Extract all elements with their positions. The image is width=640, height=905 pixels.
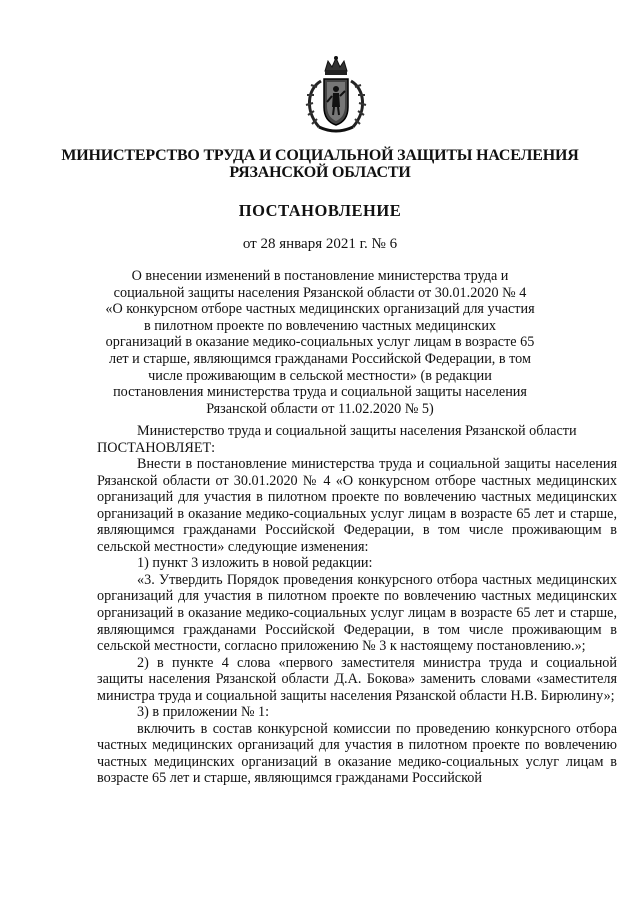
ministry-title xyxy=(0,147,640,181)
body-paragraph-item-1-text: «3. Утвердить Порядок проведения конкурсного отбора частных медицинских организаций для участия в пилотном проекте по вовлечению частных медицинских организаций в оказание медико-социальных услуг лицам в возрасте 65 лет и старше, являющимся гражданами Российской Федерации, в том числе проживающим в сельской местности, согласно приложению № 3 к настоящему постановлению.»; xyxy=(97,571,617,655)
preamble-text: Министерство труда и социальной защиты населения Рязанской области xyxy=(137,423,577,439)
document-type: ПОСТАНОВЛЕНИЕ xyxy=(238,201,402,220)
body-paragraph-amend-intro: Внести в постановление министерства труда и социальной защиты населения Рязанской области от 30.01.2020 № 4 «О конкурсном отборе частных медицинских организаций для участия в пилотном проекте по вовлечению частных медицинских организаций в оказание медико-социальных услуг лицам в возрасте 65 лет и старше, являющимся гражданами Российской Федерации, в том числе проживающим в сельской местности» следующие изменения: xyxy=(97,456,617,555)
body-paragraph-item-3: 3) в приложении № 1: xyxy=(137,704,270,721)
body-paragraph-item-2: 2) в пункте 4 слова «первого заместителя министра труда и социальной защиты населения Рязанской области Д.А. Бокова» заменить словами «заместителя министра труда и социальной защиты населения Рязанской области Н.В. Бирюлину»; xyxy=(97,654,617,704)
body-paragraph-item-1: 1) пункт 3 изложить в новой редакции: xyxy=(137,555,373,572)
document-body xyxy=(97,423,617,787)
ministry-title-line1: МИНИСТЕРСТВО ТРУДА И СОЦИАЛЬНОЙ ЗАЩИТЫ НАСЕЛЕНИЯ xyxy=(61,147,579,164)
document-date-number: от 28 января 2021 г. № 6 xyxy=(242,236,398,252)
body-paragraph-preamble xyxy=(97,423,617,440)
coat-of-arms-icon xyxy=(299,55,373,135)
document-subject: О внесении изменений в постановление министерства труда и социальной защиты населения Рязанской области от 30.01.2020 № 4 «О конкурсном отборе частных медицинских организаций для участия в пилотном проекте по вовлечению частных медицинских организаций в оказание медико-социальных услуг лицам в возрасте 65 лет и старше, являющимся гражданами Российской Федерации, в том числе проживающим в сельской местности» (в редакции постановления министерства труда и социальной защиты населения Рязанской области от 11.02.2020 № 5) xyxy=(105,268,535,417)
body-paragraph-item-3-text: включить в состав конкурсной комиссии по проведению конкурсного отбора частных медицинских организаций для участия в пилотном проекте по вовлечению частных медицинских организаций в оказание медико-социальных услуг лицам в возрасте 65 лет и старше, являющимся гражданами Российской xyxy=(97,720,617,787)
ministry-title-line2: РЯЗАНСКОЙ ОБЛАСТИ xyxy=(229,164,411,181)
body-paragraph-resolves: ПОСТАНОВЛЯЕТ: xyxy=(97,439,216,456)
